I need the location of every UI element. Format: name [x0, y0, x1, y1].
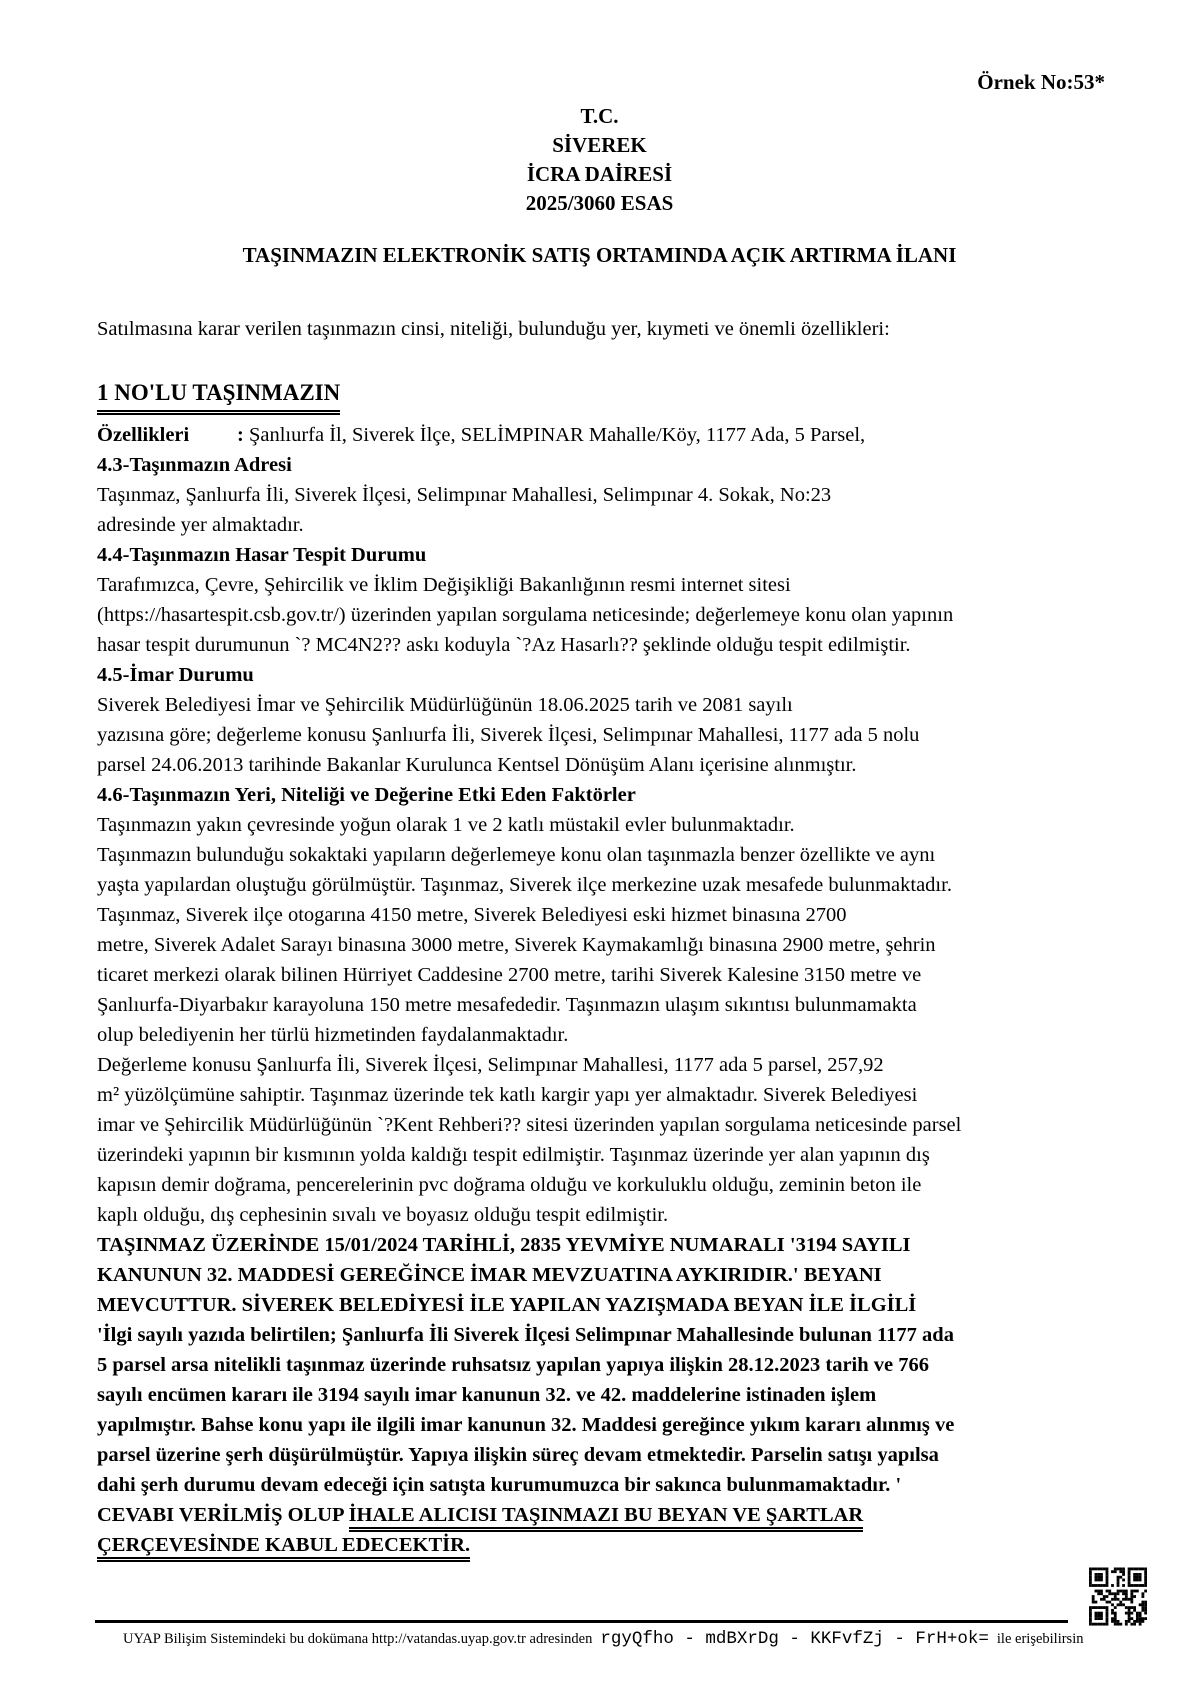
court-header-line: SİVEREK [552, 133, 647, 157]
section-heading: 4.5-İmar Durumu [97, 664, 254, 686]
document-body [97, 420, 1135, 1560]
doc-line: kapısın demir doğrama, pencerelerinin pvc doğrama olduğu ve korkuluklu olduğu, zeminin beton ile [97, 1174, 922, 1196]
court-header-line: 2025/3060 ESAS [525, 191, 674, 215]
doc-line: Şanlıurfa-Diyarbakır karayoluna 150 metre mesafededir. Taşınmazın ulaşım sıkıntısı bulunmamakta [97, 994, 917, 1016]
doc-line: üzerindeki yapının bir kısmının yolda kaldığı tespit edilmiştir. Taşınmaz üzerinde yer alan yapının dış [97, 1144, 930, 1166]
kv-value: Şanlıurfa İl, Siverek İlçe, SELİMPINAR Mahalle/Köy, 1177 Ada, 5 Parsel, [248, 424, 866, 446]
section-heading: 4.6-Taşınmazın Yeri, Niteliği ve Değerine Etki Eden Faktörler [97, 784, 636, 806]
section-heading: 4.4-Taşınmazın Hasar Tespit Durumu [97, 544, 427, 566]
doc-line: yapılmıştır. Bahse konu yapı ile ilgili imar kanunun 32. Maddesi gereğince yıkım kararı alınmış ve [97, 1414, 955, 1436]
doc-line: olup belediyenin her türlü hizmetinden faydalanmaktadır. [97, 1024, 569, 1046]
doc-line: Tarafımızca, Çevre, Şehircilik ve İklim Değişikliği Bakanlığının resmi internet sitesi [97, 574, 791, 596]
court-header-line: T.C. [580, 104, 619, 128]
footer-access-note [123, 1629, 1083, 1649]
doc-line: adresinde yer almaktadır. [97, 514, 304, 536]
doc-line: MEVCUTTUR. SİVEREK BELEDİYESİ İLE YAPILAN YAZIŞMADA BEYAN İLE İLGİLİ [97, 1294, 917, 1316]
footer-prefix: UYAP Bilişim Sistemindeki bu dokümana http://vatandas.uyap.gov.tr adresinden [123, 1631, 593, 1647]
doc-line: metre, Siverek Adalet Sarayı binasına 3000 metre, Siverek Kaymakamlığı binasına 2900 metre, şehrin [97, 934, 936, 956]
doc-line: Taşınmazın bulunduğu sokaktaki yapıların değerlemeye konu olan taşınmazla benzer özellikte ve aynı [97, 844, 936, 866]
court-header [97, 102, 1102, 218]
doc-line: CEVABI VERİLMİŞ OLUP İHALE ALICISI TAŞINMAZI BU BEYAN VE ŞARTLAR [97, 1500, 1135, 1530]
page-title: TAŞINMAZIN ELEKTRONİK SATIŞ ORTAMINDA AÇIK ARTIRMA İLANI [242, 243, 957, 267]
court-header-line: İCRA DAİRESİ [526, 162, 673, 186]
doc-line: imar ve Şehircilik Müdürlüğünün `?Kent Rehberi?? sitesi üzerinden yapılan sorgulama neticesinde parsel [97, 1114, 962, 1136]
doc-line: 5 parsel arsa nitelikli taşınmaz üzerinde ruhsatsız yapılan yapıya ilişkin 28.12.2023 tarih ve 766 [97, 1354, 930, 1376]
document-area [97, 378, 1135, 1560]
section-heading: 4.3-Taşınmazın Adresi [97, 454, 292, 476]
doc-line: m² yüzölçümüne sahiptir. Taşınmaz üzerinde tek katlı kargir yapı yer almaktadır. Siverek Belediyesi [97, 1084, 918, 1106]
doc-line: parsel 24.06.2013 tarihinde Bakanlar Kurulunca Kentsel Dönüşüm Alanı içerisine alınmıştır. [97, 754, 857, 776]
doc-line: yazısına göre; değerleme konusu Şanlıurfa İli, Siverek İlçesi, Selimpınar Mahallesi, 1177 ada 5 nolu [97, 724, 920, 746]
doc-line: ÇERÇEVESİNDE KABUL EDECEKTİR. [97, 1530, 1135, 1560]
footer-suffix: ile erişebilirsin [996, 1631, 1084, 1647]
doc-line: Değerleme konusu Şanlıurfa İli, Siverek İlçesi, Selimpınar Mahallesi, 1177 ada 5 parsel, 257,92 [97, 1054, 884, 1076]
doc-line: Taşınmaz, Şanlıurfa İli, Siverek İlçesi, Selimpınar Mahallesi, Selimpınar 4. Sokak, No:23 [97, 484, 832, 506]
doc-line: Taşınmaz, Siverek ilçe otogarına 4150 metre, Siverek Belediyesi eski hizmet binasına 2700 [97, 904, 847, 926]
form-number: Örnek No:53* [977, 70, 1105, 94]
qr-code-icon [1089, 1567, 1147, 1626]
doc-line: dahi şerh durumu devam edeceği için satışta kurumumuzca bir sakınca bulunmamaktadır. ' [97, 1474, 902, 1496]
doc-line: (https://hasartespit.csb.gov.tr/) üzerinden yapılan sorgulama neticesinde; değerlemeye konu olan yapının [97, 604, 954, 626]
doc-line: TAŞINMAZ ÜZERİNDE 15/01/2024 TARİHLİ, 2835 YEVMİYE NUMARALI '3194 SAYILI [97, 1234, 911, 1256]
footer-access-code: rgyQfho - mdBXrDg - KKFvfZj - FrH+ok= [600, 1629, 989, 1649]
doc-line: sayılı encümen kararı ile 3194 sayılı imar kanunun 32. ve 42. maddelerine istinaden işlem [97, 1384, 877, 1406]
doc-line: Taşınmazın yakın çevresinde yoğun olarak 1 ve 2 katlı müstakil evler bulunmaktadır. [97, 814, 795, 836]
doc-line: yaşta yapılardan oluştuğu görülmüştür. Taşınmaz, Siverek ilçe merkezine uzak mesafede bulunmaktadır. [97, 874, 952, 896]
property-heading: 1 NO'LU TAŞINMAZIN [97, 378, 340, 415]
doc-line: Siverek Belediyesi İmar ve Şehircilik Müdürlüğünün 18.06.2025 tarih ve 2081 sayılı [97, 694, 793, 716]
doc-line: KANUNUN 32. MADDESİ GEREĞİNCE İMAR MEVZUATINA AYKIRIDIR.' BEYANI [97, 1264, 882, 1286]
doc-line: 'İlgi sayılı yazıda belirtilen; Şanlıurfa İli Siverek İlçesi Selimpınar Mahallesinde bulunan 1177 ada [97, 1324, 954, 1346]
footer-divider [95, 1620, 1068, 1623]
doc-line: parsel üzerine şerh düşürülmüştür. Yapıya ilişkin süreç devam etmektedir. Parselin satışı yapılsa [97, 1444, 939, 1466]
intro-paragraph: Satılmasına karar verilen taşınmazın cinsi, niteliği, bulunduğu yer, kıymeti ve önemli özellikleri: [97, 318, 890, 340]
doc-line: hasar tespit durumunun `? MC4N2?? askı koduyla `?Az Hasarlı?? şeklinde olduğu tespit edilmiştir. [97, 634, 911, 656]
kv-label: Özellikleri [97, 424, 190, 446]
property-kv-line: Özellikleri : Şanlıurfa İl, Siverek İlçe, SELİMPINAR Mahalle/Köy, 1177 Ada, 5 Parsel, [97, 420, 1135, 450]
doc-line: kaplı olduğu, dış cephesinin sıvalı ve boyasız olduğu tespit edilmiştir. [97, 1204, 669, 1226]
doc-line: ticaret merkezi olarak bilinen Hürriyet Caddesine 2700 metre, tarihi Siverek Kalesine 3150 metre ve [97, 964, 922, 986]
